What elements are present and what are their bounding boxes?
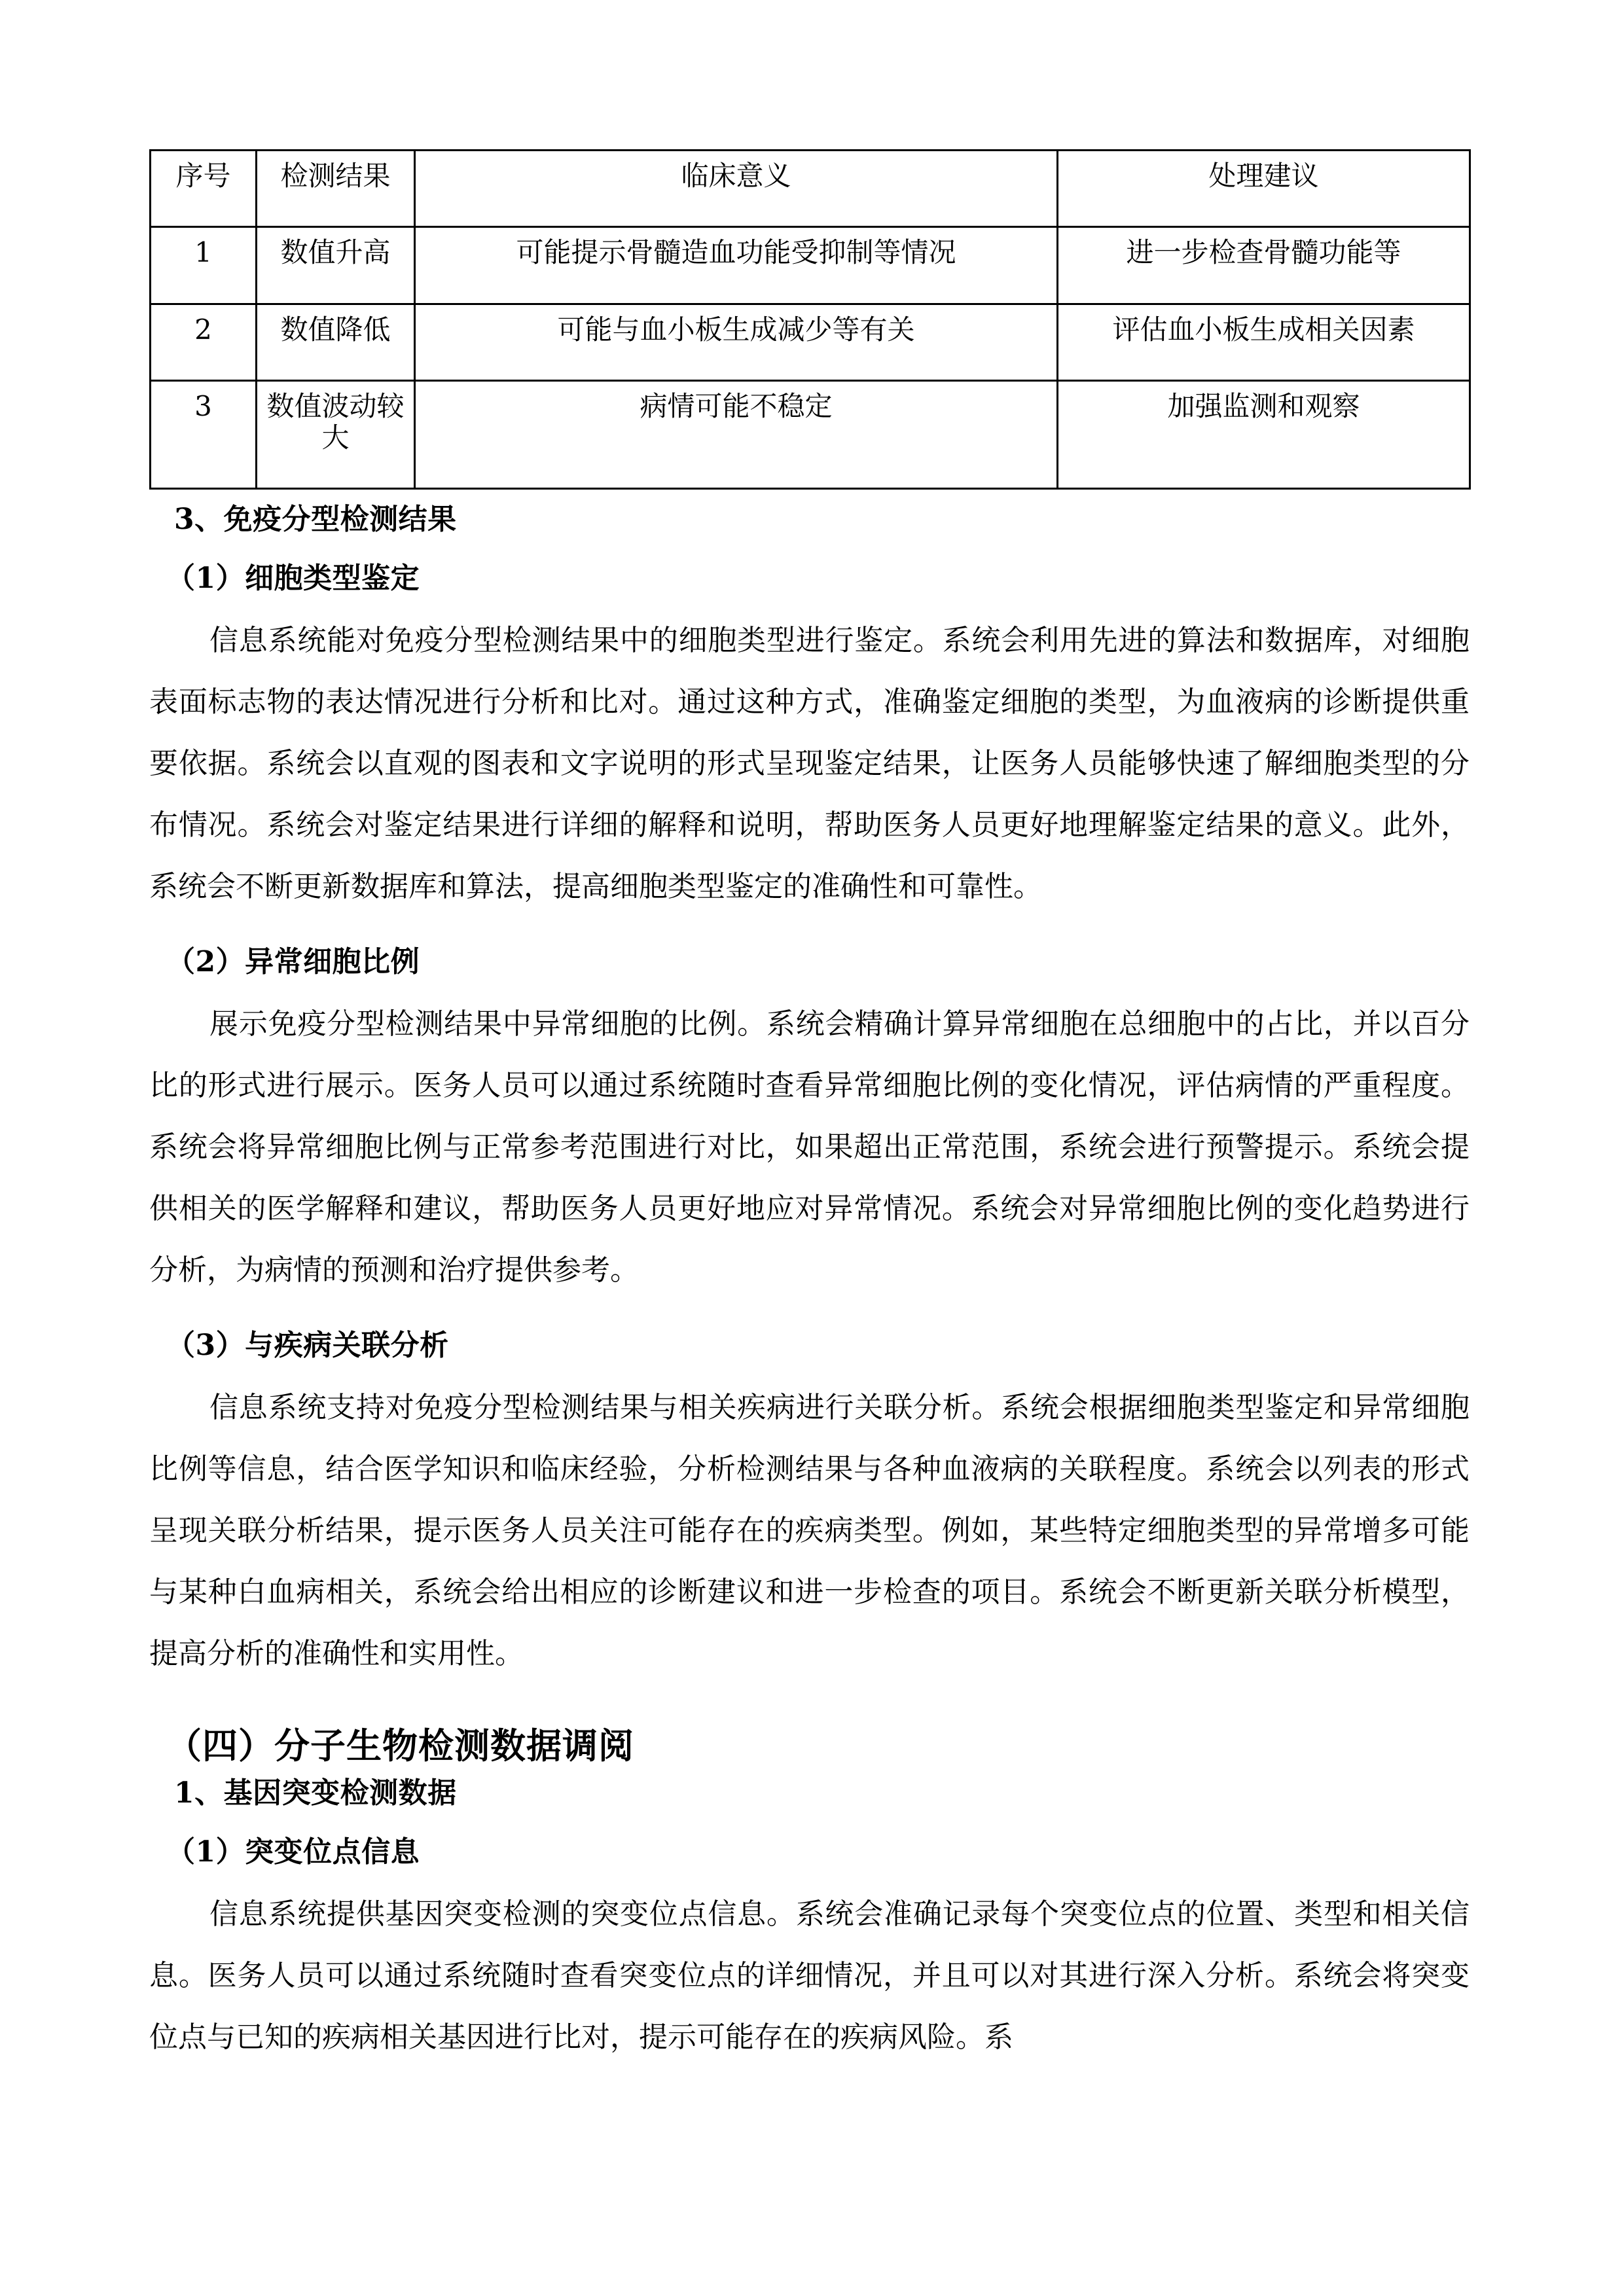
heading-mutation-site-info: （1）突变位点信息 [166,1835,420,1869]
table-header-meaning: 临床意义 [415,151,1058,227]
table-header-advice: 处理建议 [1058,151,1470,227]
cell-meaning: 可能与血小板生成减少等有关 [415,304,1058,380]
heading-cell-type-identification: （1）细胞类型鉴定 [166,562,420,596]
cell-result: 数值降低 [257,304,415,380]
paragraph-mutation-site-info: 信息系统提供基因突变检测的突变位点信息。系统会准确记录每个突变位点的位置、类型和相关信息。医务人员可以通过系统随时查看突变位点的详细情况，并且可以对其进行深入分析。系统会将突变位点与已知的疾病相关基因进行比对，提示可能存在的疾病风险。系 [149,1897,1470,2054]
table-row [151,380,1470,489]
heading-molecular-biology-data: （四）分子生物检测数据调阅 [166,1725,634,1767]
table-row [151,304,1470,380]
heading-gene-mutation-data: 1、基因突变检测数据 [174,1776,457,1810]
table-row [151,227,1470,304]
cell-result: 数值升高 [257,227,415,304]
cell-advice: 加强监测和观察 [1058,380,1470,489]
table-header-result: 检测结果 [257,151,415,227]
paragraph-cell-type-identification: 信息系统能对免疫分型检测结果中的细胞类型进行鉴定。系统会利用先进的算法和数据库，对细胞表面标志物的表达情况进行分析和比对。通过这种方式，准确鉴定细胞的类型，为血液病的诊断提供重要依据。系统会以直观的图表和文字说明的形式呈现鉴定结果，让医务人员能够快速了解细胞类型的分布情况。系统会对鉴定结果进行详细的解释和说明，帮助医务人员更好地理解鉴定结果的意义。此外，系统会不断更新数据库和算法，提高细胞类型鉴定的准确性和可靠性。 [149,624,1470,904]
table-header-index: 序号 [151,151,257,227]
cell-index: 2 [151,304,257,380]
cell-meaning: 病情可能不稳定 [415,380,1058,489]
cell-meaning: 可能提示骨髓造血功能受抑制等情况 [415,227,1058,304]
test-result-table [149,149,1471,490]
cell-result: 数值波动较大 [257,380,415,489]
table-header-row [151,151,1470,227]
cell-index: 1 [151,227,257,304]
cell-advice: 进一步检查骨髓功能等 [1058,227,1470,304]
heading-immune-typing: 3、免疫分型检测结果 [174,503,457,537]
cell-advice: 评估血小板生成相关因素 [1058,304,1470,380]
paragraph-disease-correlation-analysis: 信息系统支持对免疫分型检测结果与相关疾病进行关联分析。系统会根据细胞类型鉴定和异常细胞比例等信息，结合医学知识和临床经验，分析检测结果与各种血液病的关联程度。系统会以列表的形式呈现关联分析结果，提示医务人员关注可能存在的疾病类型。例如，某些特定细胞类型的异常增多可能与某种白血病相关，系统会给出相应的诊断建议和进一步检查的项目。系统会不断更新关联分析模型，提高分析的准确性和实用性。 [149,1391,1470,1671]
paragraph-abnormal-cell-ratio: 展示免疫分型检测结果中异常细胞的比例。系统会精确计算异常细胞在总细胞中的占比，并以百分比的形式进行展示。医务人员可以通过系统随时查看异常细胞比例的变化情况，评估病情的严重程度。系统会将异常细胞比例与正常参考范围进行对比，如果超出正常范围，系统会进行预警提示。系统会提供相关的医学解释和建议，帮助医务人员更好地应对异常情况。系统会对异常细胞比例的变化趋势进行分析，为病情的预测和治疗提供参考。 [149,1007,1470,1287]
heading-disease-correlation-analysis: （3）与疾病关联分析 [166,1329,449,1363]
heading-abnormal-cell-ratio: （2）异常细胞比例 [166,945,420,979]
cell-index: 3 [151,380,257,489]
